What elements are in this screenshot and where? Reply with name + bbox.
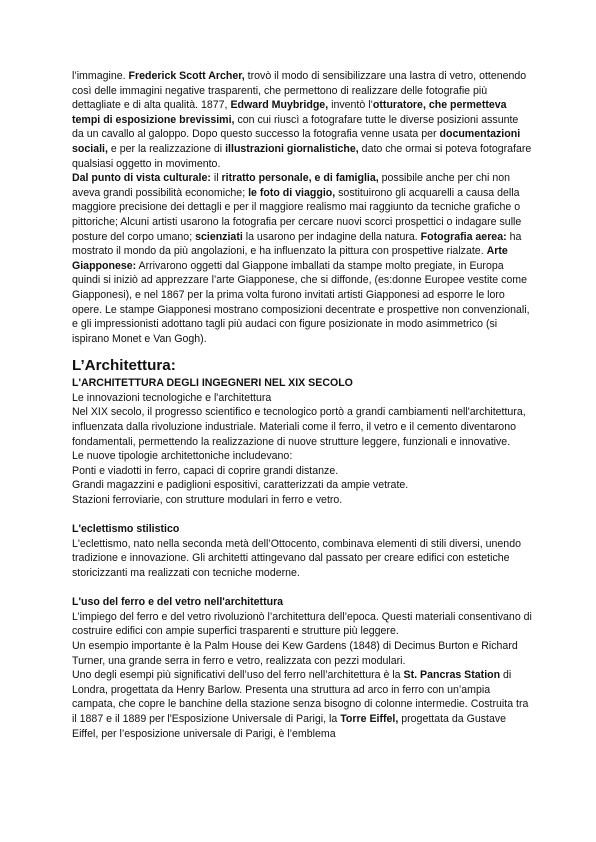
bold-text-run: ritratto personale, e di famiglia, [221,172,379,185]
bold-text-run: St. Pancras Station [403,669,501,682]
section1-line: Le nuove tipologie architettoniche includevano: [72,450,293,463]
bold-text-run: illustrazioni giornalistiche, [225,142,359,155]
section-title-iron-glass: L'uso del ferro e del vetro nell'architettura [72,596,284,609]
bold-text-run: Arte Giapponese: [72,245,508,272]
bold-text-run: le foto di viaggio, [248,186,336,199]
intro-paragraph-1 [72,69,532,171]
section3-rich-paragraph [72,668,532,741]
text-run: Uno degli esempi più significativi dell’uso del ferro nell’architettura è la [72,669,404,682]
intro-paragraph-2 [72,171,532,346]
document-page [72,69,532,741]
bold-text-run: Edward Muybridge, [230,99,329,112]
text-run: dato che ormai si poteva fotografare qualsiasi oggetto in movimento. [72,142,532,170]
bold-text-run: Dal punto di vista culturale: [72,172,211,185]
text-run: inventò l’ [328,99,373,112]
section3-line: Un esempio importante è la Palm House dei Kew Gardens (1848) di Decimus Burton e Richard Turner, una grande serra in ferro e vetro, realizzata con pezzi modulari. [72,639,518,667]
text-run: ha mostrato il mondo da più angolazioni, e ha influenzato la pittura con prospettive rialzate. [72,230,522,258]
section1-line: Stazioni ferroviarie, con strutture modulari in ferro e vetro. [72,494,343,507]
section1-line: Le innovazioni tecnologiche e l'architettura [72,391,272,404]
section3-line: L’impiego del ferro e del vetro rivoluzionò l’architettura dell’epoca. Questi materiali consentivano di costruire edifici con ampie superfici trasparenti e strutture più leggere. [72,610,532,638]
text-run: con cui riuscì a fotografare tutte le diverse posizioni assunte da un cavallo al galoppo. Dopo questo successo la fotografia venne usata per [72,113,519,141]
text-run: di Londra, progettata da Henry Barlow. Presenta una struttura ad arco in ferro con un’ampia campata, che copre le banchine della stazione senza bisogno di colonne intermedie. Costruita tra il 1887 e il 1889 per l'Esposizione Universale di Parigi, la [72,669,529,725]
section-title-eclecticism: L'eclettismo stilistico [72,523,180,536]
section1-line: Grandi magazzini e padiglioni espositivi, caratterizzati da ampie vetrate. [72,479,409,492]
architecture-heading: L’Architettura: [72,357,176,375]
text-run: e per la realizzazione di [107,142,226,155]
spacer [72,508,532,523]
bold-text-run: Frederick Scott Archer, [128,70,245,82]
bold-text-run: otturatore, che permetteva tempi di esposizione brevissimi, [72,99,507,126]
text-run: possibile anche per chi non aveva grandi possibilità economiche; [72,172,511,199]
bold-text-run: scienziati [195,230,243,243]
text-run: progettata da Gustave Eiffel, per l’esposizione universale di Parigi, è l’emblema [72,712,507,740]
section2-text: L'eclettismo, nato nella seconda metà dell’Ottocento, combinava elementi di stili diversi, unendo tradizione e innovazione. Gli architetti attingevano dal passato per creare edifici con estetiche storicizzanti ma realizzati con tecniche moderne. [72,537,521,579]
bold-text-run: Fotografia aerea: [420,230,507,243]
spacer [72,581,532,596]
section1-line: Nel XIX secolo, il progresso scientifico e tecnologico portò a grandi cambiamenti nell'architettura, influenzata dalla rivoluzione industriale. Materiali come il ferro, il vetro e il cemento diventarono fondamentali, permettendo la realizzazione di nuove strutture leggere, funzionali e innovative. [72,406,526,448]
bold-text-run: documentazioni sociali, [72,128,521,155]
section1-line: Ponti e viadotti in ferro, capaci di coprire grandi distanze. [72,464,339,477]
text-run: la usarono per indagine della natura. [242,230,421,243]
text-run: trovò il modo di sensibilizzare una lastra di vetro, ottenendo così delle immagini negative trasparenti, che permettono di realizzare delle fotografie più dettagliate e di alta qualità. 1877, [72,70,527,112]
bold-text-run: Torre Eiffel, [340,712,399,725]
text-run: il [210,172,222,185]
text-run: Arrivarono oggetti dal Giappone imballati da stampe molto pregiate, in Europa quindi si iniziò ad apprezzare l’arte Giapponese, che si diffonde, (es:donne Europee vestite come Giapponesi), e nel 1867 per la prima volta furono invitati artisti Giapponesi ad esporre le loro opere. Le stampe Giapponesi mostrano composizioni decentrate e prospettive non convenzionali, e gli impressionisti adottano tagli più audaci con figure posizionate in modo asimmetrico (si ispirano Monet e Van Gogh). [72,259,530,345]
text-run: sostituirono gli acquarelli a causa della maggiore precisione dei dettagli e per il maggiore realismo mai raggiunto da tecniche grafiche o pittoriche; Alcuni artisti usarono la fotografia per cercare nuovi scorci prospettici o indagare sulle posture del corpo umano; [72,186,522,243]
text-run: l’immagine. [72,70,129,82]
section-title-engineers: L'ARCHITETTURA DEGLI INGEGNERI NEL XIX SECOLO [72,377,353,390]
